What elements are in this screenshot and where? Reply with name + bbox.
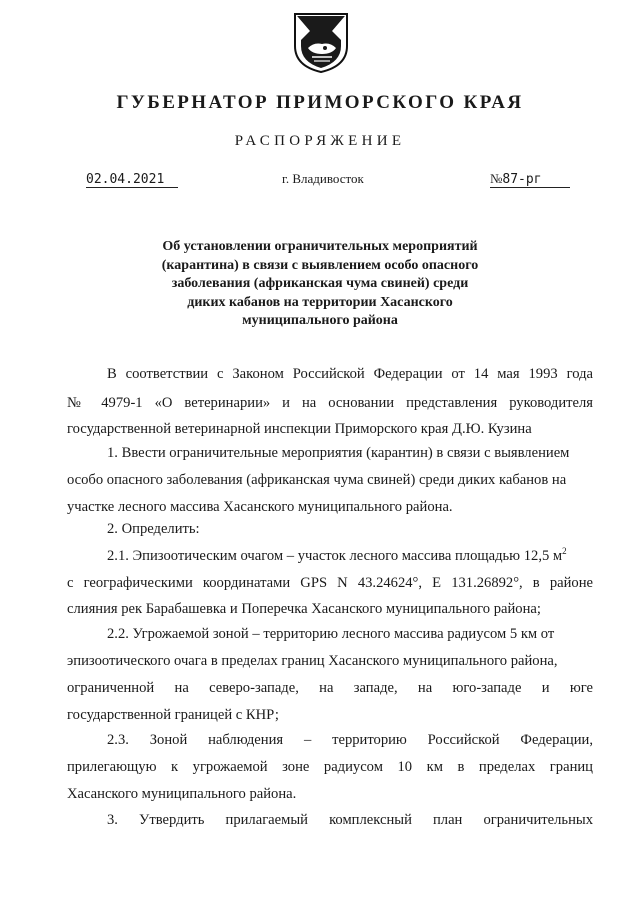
coat-of-arms-emblem [292,10,350,74]
paragraph-2-3 [67,730,593,804]
number-sign: № [490,171,503,186]
text-line: ограниченной на северо-западе, на западе, на юго-западе и юге [67,680,593,696]
number-value: 87-рг [502,172,542,187]
text-line: прилегающую к угрожаемой зоне радиусом 10 км в пределах границ [67,759,593,775]
order-city: г. Владивосток [282,171,364,186]
text-line: 3. Утвердить прилагаемый комплексный план ограничительных [107,812,593,828]
order-date: 02.04.2021 [86,172,178,188]
text-line: 2. Определить: [107,521,200,537]
governor-heading: ГУБЕРНАТОР ПРИМОРСКОГО КРАЯ [116,92,524,113]
subject-line: (карантина) в связи с выявлением особо опасного [161,257,479,273]
text-line: эпизоотического очага в пределах границ Хасанского муниципального района, [67,653,558,669]
subject-line: муниципального района [242,313,398,328]
order-subject [0,238,640,331]
text-line: участке лесного массива Хасанского муниципального района. [67,499,453,515]
text-line [67,546,593,566]
superscript: 2 [562,546,567,557]
text-fragment: 2.1. Эпизоотическим очагом – участок лесного массива площадью 12,5 м [107,548,563,564]
paragraph-intro [67,364,593,439]
paragraph-2-2 [67,624,593,725]
paragraph-2-1 [67,546,593,619]
order-number [490,171,570,188]
text-line: государственной границей с КНР; [67,707,279,723]
text-line: Хасанского муниципального района. [67,786,297,802]
subject-line: Об установлении ограничительных мероприятий [162,239,478,254]
text-line: № 4979-1 «О ветеринарии» и на основании представления руководителя [67,395,593,411]
subject-line: диких кабанов на территории Хасанского [187,294,453,310]
paragraph-3 [67,810,593,830]
document-type-heading: РАСПОРЯЖЕНИЕ [234,133,406,149]
paragraph-2 [67,519,593,539]
paragraph-1 [67,443,593,517]
subject-line: заболевания (африканская чума свиней) среди [171,276,469,291]
text-line: 2.2. Угрожаемой зоной – территорию лесного массива радиусом 5 км от [107,626,555,642]
text-line: 1. Ввести ограничительные мероприятия (карантин) в связи с выявлением [107,445,570,461]
text-line: с географическими координатами GPS N 43.24624°, E 131.26892°, в районе [67,575,593,591]
text-line: слияния рек Барабашевка и Поперечка Хасанского муниципального района; [67,601,541,617]
text-line: 2.3. Зоной наблюдения – территорию Российской Федерации, [107,732,593,748]
text-line: государственной ветеринарной инспекции Приморского края Д.Ю. Кузина [67,421,532,437]
text-line: В соответствии с Законом Российской Федерации от 14 мая 1993 года [107,366,593,382]
text-line: особо опасного заболевания (африканская чума свиней) среди диких кабанов на [67,472,567,488]
